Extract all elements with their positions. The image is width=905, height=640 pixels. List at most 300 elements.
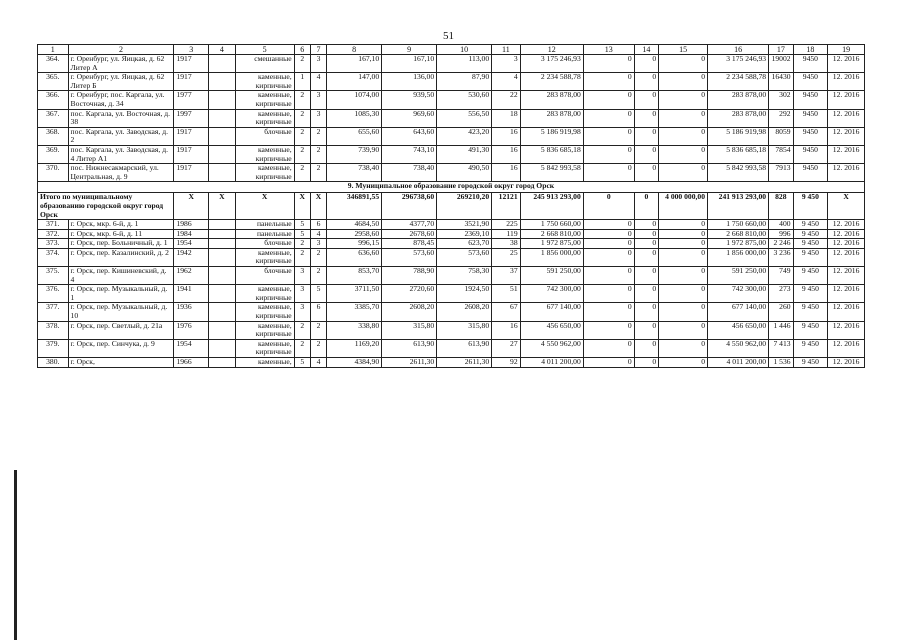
- cell-floors: 5: [294, 229, 310, 239]
- cell-c15: 0: [659, 127, 708, 145]
- cell-c4: [209, 321, 235, 339]
- cell-c15: 0: [659, 109, 708, 127]
- cell-c12: 2 668 810,00: [520, 229, 583, 239]
- cell-n: 367.: [38, 109, 69, 127]
- cell-n: 369.: [38, 145, 69, 163]
- cell-year: 1976: [174, 321, 209, 339]
- table-row: [38, 285, 865, 303]
- cell-c18: 9 450: [793, 339, 828, 357]
- cell-entrances: 3: [310, 109, 326, 127]
- cell-c18: 9 450: [793, 267, 828, 285]
- cell-c13: 0: [583, 358, 634, 368]
- cell-entrances: 2: [310, 248, 326, 266]
- cell-c8: 996,15: [327, 239, 382, 249]
- cell-n: 373.: [38, 239, 69, 249]
- cell-floors: 3: [294, 267, 310, 285]
- cell-entrances: 6: [310, 303, 326, 321]
- cell-address: г. Орск,: [68, 358, 174, 368]
- cell-material: каменные, кирпичные: [235, 73, 294, 91]
- cell-floors: 2: [294, 109, 310, 127]
- column-number-cell: 13: [583, 45, 634, 55]
- column-number-cell: 8: [327, 45, 382, 55]
- cell-address: г. Орск, мкр. 6-й, д. 1: [68, 220, 174, 230]
- cell-c10: 623,70: [437, 239, 492, 249]
- cell-c14: 0: [634, 267, 658, 285]
- column-number-cell: 12: [520, 45, 583, 55]
- cell-c14: 0: [634, 285, 658, 303]
- cell-n: 364.: [38, 55, 69, 73]
- cell-c13: 0: [583, 239, 634, 249]
- cell-c15: 0: [659, 358, 708, 368]
- table-row: [38, 220, 865, 230]
- cell-c17: 1 536: [769, 358, 793, 368]
- cell-c10: 1924,50: [437, 285, 492, 303]
- cell-entrances: 5: [310, 285, 326, 303]
- cell-c19: 12. 2016: [828, 229, 865, 239]
- cell-c11: 51: [492, 285, 521, 303]
- cell-c19: 12. 2016: [828, 109, 865, 127]
- cell-c9: 969,60: [382, 109, 437, 127]
- cell-floors: 2: [294, 127, 310, 145]
- cell-c17: 1 446: [769, 321, 793, 339]
- column-number-cell: 3: [174, 45, 209, 55]
- table-row: [38, 321, 865, 339]
- cell-c17: 302: [769, 91, 793, 109]
- cell-c9: 167,10: [382, 55, 437, 73]
- cell-address: г. Оренбург, ул. Яицкая, д. 62 Литер А: [68, 55, 174, 73]
- cell-c18: 9 450: [793, 285, 828, 303]
- cell-c11: 27: [492, 339, 521, 357]
- cell-c14: 0: [634, 358, 658, 368]
- total-row: [38, 193, 865, 220]
- cell-c16: 5 186 919,98: [708, 127, 769, 145]
- cell-c15: 0: [659, 267, 708, 285]
- cell-material: каменные, кирпичные: [235, 248, 294, 266]
- cell-c11: 16: [492, 127, 521, 145]
- cell-n: 378.: [38, 321, 69, 339]
- cell-address: г. Оренбург, пос. Каргала, ул. Восточная, д. 34: [68, 91, 174, 109]
- cell-c9: 743,10: [382, 145, 437, 163]
- cell-address: г. Орск, пер. Синчука, д. 9: [68, 339, 174, 357]
- column-number-cell: 7: [310, 45, 326, 55]
- cell-material: каменные, кирпичные: [235, 303, 294, 321]
- cell-c15: 0: [659, 248, 708, 266]
- table-row: [38, 164, 865, 182]
- cell-floors: 3: [294, 285, 310, 303]
- cell-c19: 12. 2016: [828, 239, 865, 249]
- cell-address: г. Орск, пер. Больничный, д. 1: [68, 239, 174, 249]
- cell-c17: 3 236: [769, 248, 793, 266]
- cell-c15: 0: [659, 339, 708, 357]
- cell-c11: 67: [492, 303, 521, 321]
- column-number-cell: 17: [769, 45, 793, 55]
- cell-c4: [209, 229, 235, 239]
- cell-c17: 292: [769, 109, 793, 127]
- cell-material: блочные: [235, 127, 294, 145]
- cell-c13: 0: [583, 248, 634, 266]
- cell-material: каменные, кирпичные: [235, 109, 294, 127]
- cell-address: пос. Каргала, ул. Заводская, д. 4 Литер А1: [68, 145, 174, 163]
- cell-c14: 0: [634, 145, 658, 163]
- cell-c17: 7854: [769, 145, 793, 163]
- cell-c9: 939,50: [382, 91, 437, 109]
- cell-c14: 0: [634, 220, 658, 230]
- cell-c4: [209, 164, 235, 182]
- cell-year: 1917: [174, 73, 209, 91]
- cell-c8: 655,60: [327, 127, 382, 145]
- cell-c12: 677 140,00: [520, 303, 583, 321]
- cell-c10: 3521,90: [437, 220, 492, 230]
- cell-c13: 0: [583, 73, 634, 91]
- cell-c16: 677 140,00: [708, 303, 769, 321]
- cell-address: г. Оренбург, ул. Яицкая, д. 62 Литер Б: [68, 73, 174, 91]
- cell-address: г. Орск, пер. Светлый, д. 21а: [68, 321, 174, 339]
- cell-c9: 2678,60: [382, 229, 437, 239]
- cell-c13: 0: [583, 91, 634, 109]
- cell-floors: 2: [294, 145, 310, 163]
- table-row: [38, 109, 865, 127]
- cell-floors: 2: [294, 164, 310, 182]
- cell-c10: 113,00: [437, 55, 492, 73]
- cell-c9: 613,90: [382, 339, 437, 357]
- cell-c13: 0: [583, 220, 634, 230]
- cell-c4: [209, 220, 235, 230]
- cell-c10: 423,20: [437, 127, 492, 145]
- cell-c11: 37: [492, 267, 521, 285]
- cell-c4: [209, 339, 235, 357]
- cell-c8: 1074,00: [327, 91, 382, 109]
- cell-c12: 456 650,00: [520, 321, 583, 339]
- cell-c12: 283 878,00: [520, 109, 583, 127]
- table-row: [38, 358, 865, 368]
- cell-material: каменные, кирпичные: [235, 91, 294, 109]
- cell-entrances: 2: [310, 339, 326, 357]
- table-row: [38, 267, 865, 285]
- table-row: [38, 91, 865, 109]
- cell-c17: 16430: [769, 73, 793, 91]
- cell-entrances: 4: [310, 229, 326, 239]
- cell-c16: 3 175 246,93: [708, 55, 769, 73]
- cell-c16: 456 650,00: [708, 321, 769, 339]
- cell-c11: 16: [492, 164, 521, 182]
- cell-material: панельные: [235, 229, 294, 239]
- cell-c8: 853,70: [327, 267, 382, 285]
- cell-c10: 315,80: [437, 321, 492, 339]
- cell-n: 368.: [38, 127, 69, 145]
- cell-c13: 0: [583, 164, 634, 182]
- cell-n: 379.: [38, 339, 69, 357]
- cell-material: каменные, кирпичные: [235, 285, 294, 303]
- column-number-cell: 18: [793, 45, 828, 55]
- total-c17: 828: [769, 193, 793, 220]
- cell-c15: 0: [659, 303, 708, 321]
- cell-c12: 1 972 875,00: [520, 239, 583, 249]
- cell-c13: 0: [583, 285, 634, 303]
- cell-material: смешанные: [235, 55, 294, 73]
- cell-c4: [209, 285, 235, 303]
- cell-c9: 136,00: [382, 73, 437, 91]
- cell-c9: 788,90: [382, 267, 437, 285]
- cell-floors: 5: [294, 358, 310, 368]
- cell-c8: 739,90: [327, 145, 382, 163]
- column-number-cell: 9: [382, 45, 437, 55]
- cell-material: каменные, кирпичные: [235, 145, 294, 163]
- cell-c14: 0: [634, 109, 658, 127]
- cell-c16: 591 250,00: [708, 267, 769, 285]
- cell-c11: 22: [492, 91, 521, 109]
- column-number-cell: 19: [828, 45, 865, 55]
- cell-c16: 1 972 875,00: [708, 239, 769, 249]
- cell-address: пос. Каргала, ул. Заводская, д. 2: [68, 127, 174, 145]
- column-number-cell: 10: [437, 45, 492, 55]
- cell-c19: 12. 2016: [828, 55, 865, 73]
- cell-c8: 147,00: [327, 73, 382, 91]
- cell-c18: 9450: [793, 91, 828, 109]
- cell-material: каменные, кирпичные: [235, 321, 294, 339]
- cell-c12: 4 011 200,00: [520, 358, 583, 368]
- cell-c13: 0: [583, 339, 634, 357]
- cell-c19: 12. 2016: [828, 339, 865, 357]
- cell-c11: 119: [492, 229, 521, 239]
- cell-address: г. Орск, пер. Музыкальный, д. 10: [68, 303, 174, 321]
- table-row: [38, 73, 865, 91]
- cell-c15: 0: [659, 91, 708, 109]
- cell-c14: 0: [634, 91, 658, 109]
- section-title: 9. Муниципальное образование городской округ город Орск: [38, 182, 865, 193]
- cell-c13: 0: [583, 127, 634, 145]
- cell-entrances: 4: [310, 358, 326, 368]
- cell-c14: 0: [634, 127, 658, 145]
- cell-c8: 4384,90: [327, 358, 382, 368]
- cell-c12: 742 300,00: [520, 285, 583, 303]
- cell-n: 375.: [38, 267, 69, 285]
- cell-c8: 1085,30: [327, 109, 382, 127]
- cell-c17: 273: [769, 285, 793, 303]
- cell-floors: 3: [294, 303, 310, 321]
- total-c19: X: [828, 193, 865, 220]
- cell-c19: 12. 2016: [828, 145, 865, 163]
- cell-c9: 643,60: [382, 127, 437, 145]
- cell-c15: 0: [659, 145, 708, 163]
- cell-c18: 9450: [793, 164, 828, 182]
- cell-material: каменные, кирпичные: [235, 339, 294, 357]
- cell-c16: 1 750 660,00: [708, 220, 769, 230]
- cell-c15: 0: [659, 73, 708, 91]
- cell-floors: 2: [294, 55, 310, 73]
- cell-floors: 2: [294, 321, 310, 339]
- cell-address: г. Орск, мкр. 6-й, д. 11: [68, 229, 174, 239]
- column-number-cell: 1: [38, 45, 69, 55]
- cell-c18: 9450: [793, 73, 828, 91]
- cell-c8: 636,60: [327, 248, 382, 266]
- cell-c13: 0: [583, 145, 634, 163]
- cell-c9: 738,40: [382, 164, 437, 182]
- cell-c12: 1 856 000,00: [520, 248, 583, 266]
- cell-c14: 0: [634, 229, 658, 239]
- table-row: [38, 145, 865, 163]
- cell-material: каменные,: [235, 358, 294, 368]
- total-c10: 269210,20: [437, 193, 492, 220]
- cell-c9: 573,60: [382, 248, 437, 266]
- cell-c13: 0: [583, 109, 634, 127]
- cell-c12: 3 175 246,93: [520, 55, 583, 73]
- total-c13: 0: [583, 193, 634, 220]
- cell-c11: 38: [492, 239, 521, 249]
- cell-entrances: 2: [310, 321, 326, 339]
- cell-c8: 738,40: [327, 164, 382, 182]
- cell-year: 1941: [174, 285, 209, 303]
- cell-c18: 9450: [793, 145, 828, 163]
- cell-c4: [209, 145, 235, 163]
- cell-c13: 0: [583, 303, 634, 321]
- cell-c16: 742 300,00: [708, 285, 769, 303]
- cell-c19: 12. 2016: [828, 73, 865, 91]
- cell-c14: 0: [634, 321, 658, 339]
- cell-c8: 2958,60: [327, 229, 382, 239]
- cell-c4: [209, 358, 235, 368]
- column-number-cell: 5: [235, 45, 294, 55]
- cell-c9: 2611,30: [382, 358, 437, 368]
- cell-c15: 0: [659, 229, 708, 239]
- cell-c10: 2608,20: [437, 303, 492, 321]
- column-number-cell: 14: [634, 45, 658, 55]
- cell-c17: 8059: [769, 127, 793, 145]
- cell-c13: 0: [583, 229, 634, 239]
- cell-floors: 5: [294, 220, 310, 230]
- total-c14: 0: [634, 193, 658, 220]
- cell-c15: 0: [659, 285, 708, 303]
- cell-c9: 315,80: [382, 321, 437, 339]
- table-row: [38, 303, 865, 321]
- cell-entrances: 6: [310, 220, 326, 230]
- cell-c17: 260: [769, 303, 793, 321]
- cell-entrances: 3: [310, 91, 326, 109]
- cell-entrances: 3: [310, 55, 326, 73]
- cell-year: 1936: [174, 303, 209, 321]
- cell-c11: 4: [492, 73, 521, 91]
- table-row: [38, 55, 865, 73]
- cell-c18: 9 450: [793, 229, 828, 239]
- cell-c12: 4 550 962,00: [520, 339, 583, 357]
- cell-year: 1966: [174, 358, 209, 368]
- cell-c19: 12. 2016: [828, 248, 865, 266]
- cell-year: 1917: [174, 55, 209, 73]
- cell-c8: 3385,70: [327, 303, 382, 321]
- table-row: [38, 229, 865, 239]
- cell-c19: 12. 2016: [828, 91, 865, 109]
- column-numbers-row: [38, 45, 865, 55]
- total-c16: 241 913 293,00: [708, 193, 769, 220]
- cell-c16: 283 878,00: [708, 91, 769, 109]
- cell-c17: 2 246: [769, 239, 793, 249]
- cell-address: пос. Нижнесакмарский, ул. Центральная, д. 9: [68, 164, 174, 182]
- section-title-row: [38, 182, 865, 193]
- cell-c11: 25: [492, 248, 521, 266]
- total-c6: X: [294, 193, 310, 220]
- cell-c9: 4377,70: [382, 220, 437, 230]
- cell-floors: 2: [294, 239, 310, 249]
- cell-address: г. Орск, пер. Казалинский, д. 2: [68, 248, 174, 266]
- cell-c19: 12. 2016: [828, 267, 865, 285]
- column-number-cell: 4: [209, 45, 235, 55]
- cell-c19: 12. 2016: [828, 303, 865, 321]
- cell-year: 1917: [174, 164, 209, 182]
- cell-c4: [209, 109, 235, 127]
- cell-c15: 0: [659, 220, 708, 230]
- cell-entrances: 4: [310, 73, 326, 91]
- cell-c19: 12. 2016: [828, 127, 865, 145]
- cell-c4: [209, 267, 235, 285]
- total-label: Итого по муниципальному образованию городской округ город Орск: [38, 193, 174, 220]
- cell-c17: 749: [769, 267, 793, 285]
- cell-c10: 613,90: [437, 339, 492, 357]
- cell-c13: 0: [583, 267, 634, 285]
- cell-n: 380.: [38, 358, 69, 368]
- cell-c10: 491,30: [437, 145, 492, 163]
- cell-c8: 167,10: [327, 55, 382, 73]
- cell-material: каменные, кирпичные: [235, 164, 294, 182]
- cell-entrances: 2: [310, 164, 326, 182]
- column-number-cell: 15: [659, 45, 708, 55]
- housing-register-table: [37, 44, 865, 368]
- cell-address: г. Орск, пер. Кишиневский, д. 4: [68, 267, 174, 285]
- cell-c16: 283 878,00: [708, 109, 769, 127]
- cell-year: 1917: [174, 127, 209, 145]
- cell-year: 1984: [174, 229, 209, 239]
- total-c9: 296738,60: [382, 193, 437, 220]
- cell-c14: 0: [634, 73, 658, 91]
- cell-c18: 9450: [793, 55, 828, 73]
- column-number-cell: 11: [492, 45, 521, 55]
- cell-n: 376.: [38, 285, 69, 303]
- cell-c16: 2 668 810,00: [708, 229, 769, 239]
- cell-n: 366.: [38, 91, 69, 109]
- table-row: [38, 339, 865, 357]
- cell-c18: 9 450: [793, 248, 828, 266]
- cell-c12: 283 878,00: [520, 91, 583, 109]
- cell-c16: 5 836 685,18: [708, 145, 769, 163]
- cell-year: 1962: [174, 267, 209, 285]
- column-number-cell: 16: [708, 45, 769, 55]
- cell-c18: 9 450: [793, 358, 828, 368]
- cell-material: блочные: [235, 239, 294, 249]
- cell-c8: 338,80: [327, 321, 382, 339]
- cell-c14: 0: [634, 339, 658, 357]
- cell-c13: 0: [583, 321, 634, 339]
- cell-c12: 5 836 685,18: [520, 145, 583, 163]
- cell-c12: 1 750 660,00: [520, 220, 583, 230]
- cell-c18: 9 450: [793, 220, 828, 230]
- cell-c4: [209, 303, 235, 321]
- cell-c10: 530,60: [437, 91, 492, 109]
- cell-c14: 0: [634, 55, 658, 73]
- cell-n: 370.: [38, 164, 69, 182]
- cell-c19: 12. 2016: [828, 321, 865, 339]
- page-number: 51: [443, 30, 454, 42]
- total-c18: 9 450: [793, 193, 828, 220]
- cell-c19: 12. 2016: [828, 285, 865, 303]
- cell-c19: 12. 2016: [828, 220, 865, 230]
- cell-c12: 5 842 993,58: [520, 164, 583, 182]
- column-number-cell: 6: [294, 45, 310, 55]
- cell-c12: 591 250,00: [520, 267, 583, 285]
- cell-c10: 556,50: [437, 109, 492, 127]
- cell-c8: 3711,50: [327, 285, 382, 303]
- cell-c4: [209, 55, 235, 73]
- cell-c12: 5 186 919,98: [520, 127, 583, 145]
- cell-n: 377.: [38, 303, 69, 321]
- cell-address: пос. Каргала, ул. Восточная, д. 38: [68, 109, 174, 127]
